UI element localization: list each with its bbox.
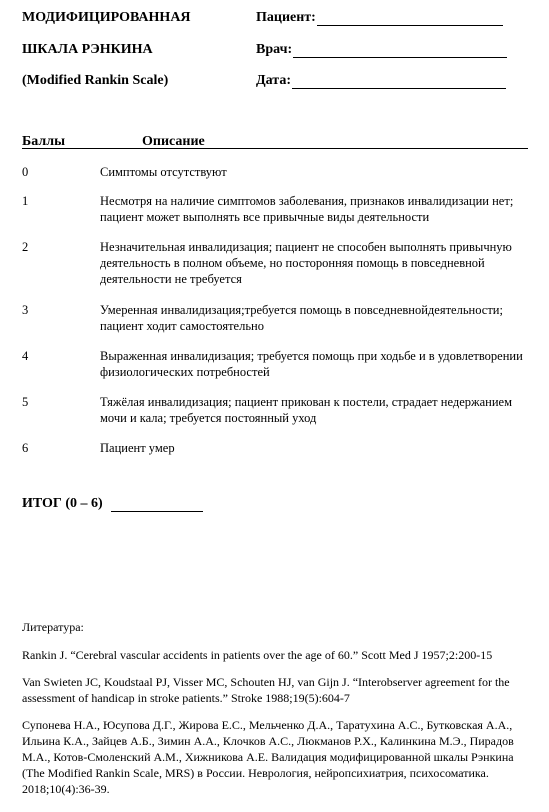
row-description: Симптомы отсутствуют (100, 165, 227, 179)
title-line-2: ШКАЛА РЭНКИНА (22, 42, 153, 57)
row-description: Несмотря на наличие симптомов заболевания, признаков инвалидизации нет; пациент может выполнять все привычные виды деятельности (100, 194, 514, 224)
row-score: 1 (22, 194, 29, 208)
date-label: Дата: (256, 73, 291, 88)
date-input-line[interactable] (292, 74, 506, 89)
title-line-1: МОДИФИЦИРОВАННАЯ (22, 10, 191, 25)
row-description: Умеренная инвалидизация;требуется помощь в повседневнойдеятельности; пациент ходит самостоятельно (100, 303, 503, 333)
title-line-3: (Modified Rankin Scale) (22, 73, 169, 88)
row-score: 3 (22, 303, 29, 317)
date-field[interactable] (256, 73, 506, 89)
reference-item: Rankin J. “Cerebral vascular accidents in patients over the age of 60.” Scott Med J 1957;2:200-15 (22, 648, 493, 662)
row-description: Тяжёлая инвалидизация; пациент прикован к постели, страдает недержанием мочи и кала; требуется постоянный уход (100, 395, 513, 425)
patient-label: Пациент: (256, 10, 316, 25)
column-header-description: Описание (142, 134, 205, 149)
total-field[interactable] (22, 496, 203, 512)
doctor-label: Врач: (256, 42, 293, 57)
total-input-line[interactable] (111, 497, 203, 512)
row-score: 6 (22, 441, 29, 455)
row-score: 0 (22, 165, 29, 179)
doctor-input-line[interactable] (293, 43, 507, 58)
doctor-field[interactable] (256, 42, 507, 58)
row-description: Пациент умер (100, 441, 175, 455)
row-score: 5 (22, 395, 29, 409)
reference-item: Van Swieten JC, Koudstaal PJ, Visser MC, Schouten HJ, van Gijn J. “Interobserver agreement for the assessment of handicap in stroke patients.” Stroke 1988;19(5):604-7 (22, 675, 510, 705)
column-header-score: Баллы (22, 134, 66, 149)
row-description: Незначительная инвалидизация; пациент не способен выполнять привычную деятельность в полном объеме, но посторонняя помощь в повседневной деятельности не требуется (100, 240, 512, 286)
patient-field[interactable] (256, 10, 503, 26)
table-header-rule (22, 148, 528, 149)
references-title: Литература: (22, 620, 84, 634)
total-label: ИТОГ (0 – 6) (22, 496, 103, 511)
reference-item: Супонева Н.А., Юсупова Д.Г., Жирова Е.С., Мельченко Д.А., Таратухина А.С., Бутковская А.А., Ильина К.А., Зайцев А.Б., Зимин А.А., Клочков А.С., Люкманов Р.Х., Калинкина М.Э., Пирадов М.А., Котов-Смоленский А.М., Хижникова А.Е. Валидация модифицированной шкалы Рэнкина (The Modified Rankin Scale, MRS) в России. Неврология, нейропсихиатрия, психосоматика. 2018;10(4):36-39. (22, 718, 514, 796)
patient-input-line[interactable] (317, 11, 503, 26)
row-score: 4 (22, 349, 29, 363)
row-score: 2 (22, 240, 29, 254)
row-description: Выраженная инвалидизация; требуется помощь при ходьбе и в удовлетворении физиологических потребностей (100, 349, 523, 379)
